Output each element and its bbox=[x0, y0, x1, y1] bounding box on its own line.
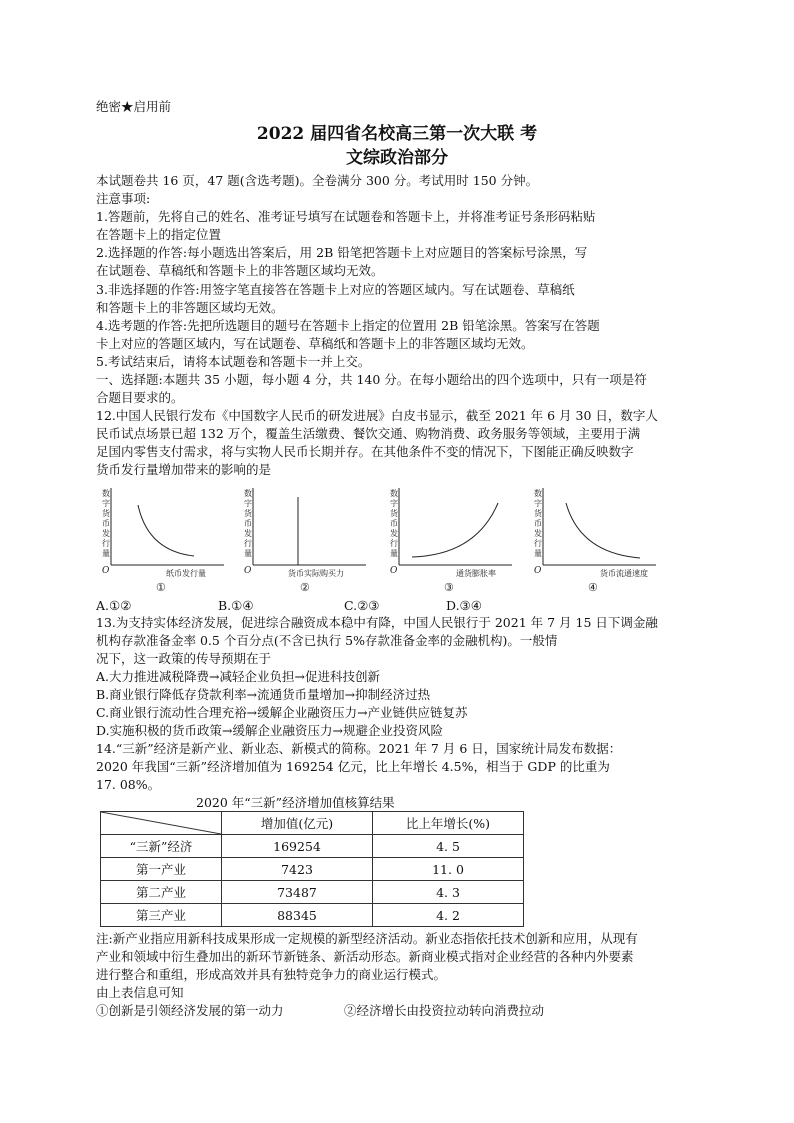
y-label-char: 发 bbox=[390, 529, 398, 538]
table-header-row bbox=[101, 812, 524, 835]
y-label-char: 发 bbox=[534, 529, 542, 538]
table-row bbox=[101, 904, 524, 927]
table-note-1: 注:新产业指应用新科技成果形成一定规模的新型经济活动。新业态指依托技术创新和应用，从现有 bbox=[96, 931, 638, 946]
table-row bbox=[101, 881, 524, 904]
exam-subtitle: 文综政治部分 bbox=[346, 148, 448, 168]
y-label-char: 行 bbox=[390, 539, 398, 548]
y-label-char: 发 bbox=[102, 529, 110, 538]
graph-number: ③ bbox=[444, 581, 454, 594]
y-label-char: 数 bbox=[534, 489, 542, 498]
q12-option-a: A.①② bbox=[96, 598, 132, 613]
q14-stem-1: 14.“三新”经济是新产业、新业态、新模式的简称。2021 年 7 月 6 日，国家统计局发布数据： bbox=[96, 741, 622, 756]
origin-label: O bbox=[102, 566, 110, 576]
y-label-char: 数 bbox=[244, 489, 252, 498]
q14-infer: 由上表信息可知 bbox=[96, 985, 184, 1000]
q14-stem-2: 2020 年我国“三新”经济增加值为 169254 亿元，比上年增长 4.5%，相当于 GDP 的比重为 bbox=[96, 759, 610, 774]
growth-cell: 4. 3 bbox=[373, 881, 524, 904]
y-label-char: 货 bbox=[390, 509, 398, 518]
growth-cell: 11. 0 bbox=[373, 858, 524, 881]
graph-3 bbox=[384, 483, 534, 598]
notice-item-2-cont: 在试题卷、草稿纸和答题卡上的非答题区域均无效。 bbox=[96, 263, 384, 278]
graph-4 bbox=[528, 483, 678, 598]
origin-label: O bbox=[534, 566, 542, 576]
graph-2 bbox=[238, 483, 388, 598]
notice-item-2: 2.选择题的作答:每小题选出答案后，用 2B 铅笔把答题卡上对应题目的答案标号涂黑，写 bbox=[96, 245, 588, 260]
q14-option-2: ②经济增长由投资拉动转向消费拉动 bbox=[344, 1003, 545, 1018]
notice-item-5: 5.考试结束后，请将本试题卷和答题卡一并上交。 bbox=[96, 354, 371, 369]
table-note-3: 进行整合和重组，形成高效并具有独特竞争力的商业运行模式。 bbox=[96, 967, 447, 982]
y-label bbox=[534, 488, 543, 558]
table-row bbox=[101, 835, 524, 858]
notice-heading: 注意事项: bbox=[96, 191, 151, 206]
row-label: 第三产业 bbox=[101, 904, 222, 927]
graph-1 bbox=[96, 483, 246, 598]
graph-number: ④ bbox=[588, 581, 598, 594]
column-header: 增加值(亿元) bbox=[222, 812, 373, 835]
row-label: “三新”经济 bbox=[101, 835, 222, 858]
y-label-char: 币 bbox=[102, 519, 110, 528]
y-label-char: 货 bbox=[534, 509, 542, 518]
table-title: 2020 年“三新”经济增加值核算结果 bbox=[196, 795, 395, 810]
table-row bbox=[101, 858, 524, 881]
section-heading-cont: 合题目要求的。 bbox=[96, 390, 184, 405]
growth-cell: 4. 2 bbox=[373, 904, 524, 927]
row-label: 第二产业 bbox=[101, 881, 222, 904]
notice-item-1-cont: 在答题卡上的指定位置 bbox=[96, 227, 222, 242]
y-label-char: 币 bbox=[534, 519, 542, 528]
y-label-char: 行 bbox=[534, 539, 542, 548]
q13-stem-2: 机构存款准备金率 0.5 个百分点(不含已执行 5%存款准备金率的金融机构)。一般情 bbox=[96, 633, 558, 648]
notice-item-3: 3.非选择题的作答:用签字笔直接答在答题卡上对应的答题区域内。写在试题卷、草稿纸 bbox=[96, 282, 575, 297]
y-label-char: 币 bbox=[244, 519, 252, 528]
growth-cell: 4. 5 bbox=[373, 835, 524, 858]
x-label: 通货膨胀率 bbox=[456, 569, 496, 578]
y-label-char: 货 bbox=[102, 509, 110, 518]
y-label-char: 行 bbox=[244, 539, 252, 548]
q13-option-a: A.大力推进减税降费→减轻企业负担→促进科技创新 bbox=[96, 669, 380, 684]
y-label bbox=[390, 488, 399, 558]
exam-title: 2022 届四省名校高三第一次大联 考 bbox=[256, 124, 538, 144]
q12-stem-1: 12.中国人民银行发布《中国数字人民币的研发进展》白皮书显示，截至 2021 年 6 月 30 日，数字人 bbox=[96, 408, 658, 423]
y-label-char: 量 bbox=[244, 549, 252, 558]
x-label: 货币流通速度 bbox=[600, 569, 648, 578]
y-label-char: 数 bbox=[390, 489, 398, 498]
value-cell: 88345 bbox=[222, 904, 373, 927]
table-note-2: 产业和领域中衍生叠加出的新环节新链条、新活动形态。新商业模式指对企业经营的各种内外要素 bbox=[96, 949, 634, 964]
q12-stem-2: 民币试点场景已超 132 万个，覆盖生活缴费、餐饮交通、购物消费、政务服务等领域，主要用于满 bbox=[96, 426, 641, 441]
q13-option-c: C.商业银行流动性合理充裕→缓解企业融资压力→产业链供应链复苏 bbox=[96, 705, 468, 720]
y-label bbox=[244, 488, 253, 558]
q14-stem-3: 17. 08%。 bbox=[96, 777, 161, 792]
y-label-char: 量 bbox=[390, 549, 398, 558]
curve bbox=[566, 503, 640, 558]
y-label-char: 币 bbox=[390, 519, 398, 528]
q12-option-b: B.①④ bbox=[218, 598, 254, 613]
statistics-table bbox=[100, 811, 524, 927]
section-heading: 一、选择题:本题共 35 小题，每小题 4 分，共 140 分。在每小题给出的四个选项中，只有一项是符 bbox=[96, 372, 647, 387]
curve bbox=[412, 503, 498, 557]
column-header: 比上年增长(%) bbox=[373, 812, 524, 835]
notice-item-3-cont: 和答题卡上的非答题区域均无效。 bbox=[96, 300, 284, 315]
origin-label: O bbox=[390, 566, 398, 576]
q12-stem-3: 足国内零售支付需求，将与实物人民币长期并存。在其他条件不变的情况下，下图能正确反映数字 bbox=[96, 444, 634, 459]
confidential-mark: 绝密★启用前 bbox=[96, 99, 172, 114]
value-cell: 169254 bbox=[222, 835, 373, 858]
row-label: 第一产业 bbox=[101, 858, 222, 881]
y-label-char: 量 bbox=[102, 549, 110, 558]
notice-item-4: 4.选考题的作答:先把所选题目的题号在答题卡上指定的位置用 2B 铅笔涂黑。答案写在答题 bbox=[96, 318, 600, 333]
notice-item-1: 1.答题前，先将自己的姓名、准考证号填写在试题卷和答题卡上，并将准考证号条形码粘贴 bbox=[96, 209, 596, 224]
notice-item-4-cont: 卡上对应的答题区域内，写在试题卷、草稿纸和答题卡上的非答题区域均无效。 bbox=[96, 336, 534, 351]
diagonal-line bbox=[101, 812, 221, 834]
x-label: 纸币发行量 bbox=[166, 569, 206, 578]
y-label-char: 字 bbox=[244, 499, 252, 508]
q12-option-c: C.②③ bbox=[344, 598, 380, 613]
y-label-char: 量 bbox=[534, 549, 542, 558]
y-label-char: 字 bbox=[390, 499, 398, 508]
q13-stem-1: 13.为支持实体经济发展，促进综合融资成本稳中有降，中国人民银行于 2021 年 7 月 15 日下调金融 bbox=[96, 615, 658, 630]
y-label-char: 数 bbox=[102, 489, 110, 498]
y-label-char: 字 bbox=[534, 499, 542, 508]
q12-option-d: D.③④ bbox=[446, 598, 482, 613]
x-label: 货币实际购买力 bbox=[288, 569, 344, 578]
q13-stem-3: 况下，这一政策的传导预期在于 bbox=[96, 651, 272, 666]
q13-option-d: D.实施积极的货币政策→缓解企业融资压力→规避企业投资风险 bbox=[96, 723, 443, 738]
q12-stem-4: 货币发行量增加带来的影响的是 bbox=[96, 462, 272, 477]
origin-label: O bbox=[244, 566, 252, 576]
y-label-char: 货 bbox=[244, 509, 252, 518]
value-cell: 73487 bbox=[222, 881, 373, 904]
q14-option-1: ①创新是引领经济发展的第一动力 bbox=[96, 1003, 284, 1018]
y-label-char: 行 bbox=[102, 539, 110, 548]
q13-option-b: B.商业银行降低存贷款利率→流通货币量增加→抑制经济过热 bbox=[96, 687, 431, 702]
graph-number: ① bbox=[156, 581, 166, 594]
intro-line: 本试题卷共 16 页，47 题(含选考题)。全卷满分 300 分。考试用时 150 分钟。 bbox=[96, 173, 539, 188]
graph-number: ② bbox=[300, 581, 310, 594]
y-label-char: 字 bbox=[102, 499, 110, 508]
value-cell: 7423 bbox=[222, 858, 373, 881]
diagonal-header-cell bbox=[101, 812, 222, 835]
curve bbox=[138, 505, 194, 556]
y-label bbox=[102, 488, 111, 558]
y-label-char: 发 bbox=[244, 529, 252, 538]
